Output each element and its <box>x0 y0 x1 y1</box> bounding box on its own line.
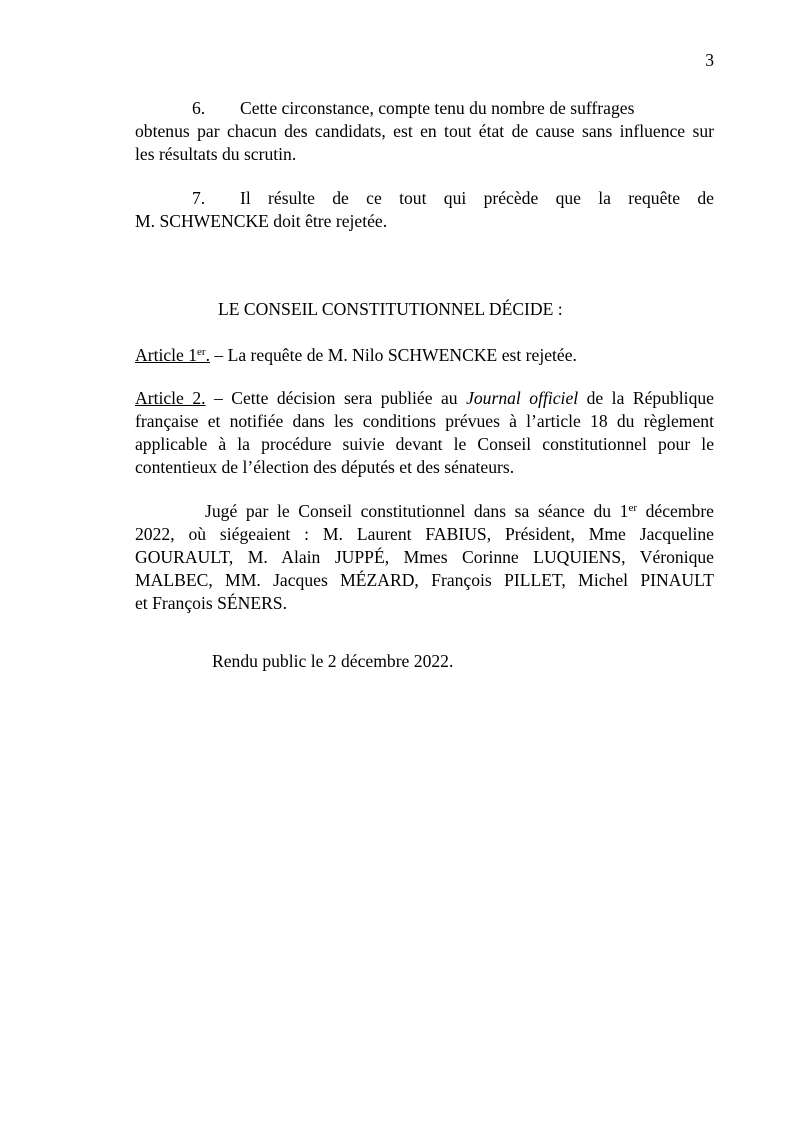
article-2-text: de la République <box>578 388 714 408</box>
article-1-line <box>135 344 714 367</box>
paragraph-6 <box>135 97 714 166</box>
article-label-text: Article 1 <box>135 345 198 365</box>
article-1-text: – La requête de M. Nilo SCHWENCKE est rejetée. <box>210 345 577 365</box>
article-2-label: Article 2. <box>135 388 206 408</box>
judgment-text: décembre <box>637 501 714 521</box>
judgment-sup: er <box>628 502 637 514</box>
paragraph-6-line-3: les résultats du scrutin. <box>135 144 297 164</box>
article-2-text: – Cette décision sera publiée au <box>205 388 467 408</box>
article-label-end: . <box>205 345 210 365</box>
paragraph-7 <box>135 187 714 233</box>
decision-heading: LE CONSEIL CONSTITUTIONNEL DÉCIDE : <box>218 299 563 319</box>
paragraph-number: 7. <box>192 188 206 208</box>
publication-date: Rendu public le 2 décembre 2022. <box>212 651 454 671</box>
paragraph-text: Cette circonstance, compte tenu du nombre de suffrages <box>240 98 635 118</box>
judgment-paragraph <box>135 500 714 615</box>
article-2-line-3: applicable à la procédure suivie devant le Conseil constitutionnel pour le <box>135 434 714 454</box>
article-2-line-2: française et notifiée dans les conditions prévues à l’article 18 du règlement <box>135 411 714 431</box>
paragraph-6-line-1 <box>135 97 714 120</box>
paragraph-number: 6. <box>192 98 206 118</box>
paragraph-7-line-2: M. SCHWENCKE doit être rejetée. <box>135 211 388 231</box>
article-1-label <box>135 345 210 365</box>
paragraph-6-line-2: obtenus par chacun des candidats, est en tout état de cause sans influence sur <box>135 121 714 141</box>
article-label-sup: er <box>197 346 206 358</box>
judgment-line-1 <box>135 500 714 523</box>
article-2-line-1 <box>135 387 714 410</box>
judgment-line-2: 2022, où siégeaient : M. Laurent FABIUS, Président, Mme Jacqueline <box>135 524 714 544</box>
judgment-line-4: MALBEC, MM. Jacques MÉZARD, François PILLET, Michel PINAULT <box>135 570 714 590</box>
judgment-line-3: GOURAULT, M. Alain JUPPÉ, Mmes Corinne LUQUIENS, Véronique <box>135 547 714 567</box>
judgment-text: Jugé par le Conseil constitutionnel dans sa séance du 1 <box>205 501 629 521</box>
paragraph-7-line-1 <box>135 187 714 210</box>
page-number: 3 <box>705 50 714 70</box>
paragraph-text: Il résulte de ce tout qui précède que la requête de <box>240 188 714 208</box>
article-2-line-4: contentieux de l’élection des députés et des sénateurs. <box>135 457 515 477</box>
judgment-line-5: et François SÉNERS. <box>135 593 287 613</box>
article-2 <box>135 387 714 479</box>
article-1 <box>135 344 714 367</box>
journal-officiel-title: Journal officiel <box>466 388 579 408</box>
